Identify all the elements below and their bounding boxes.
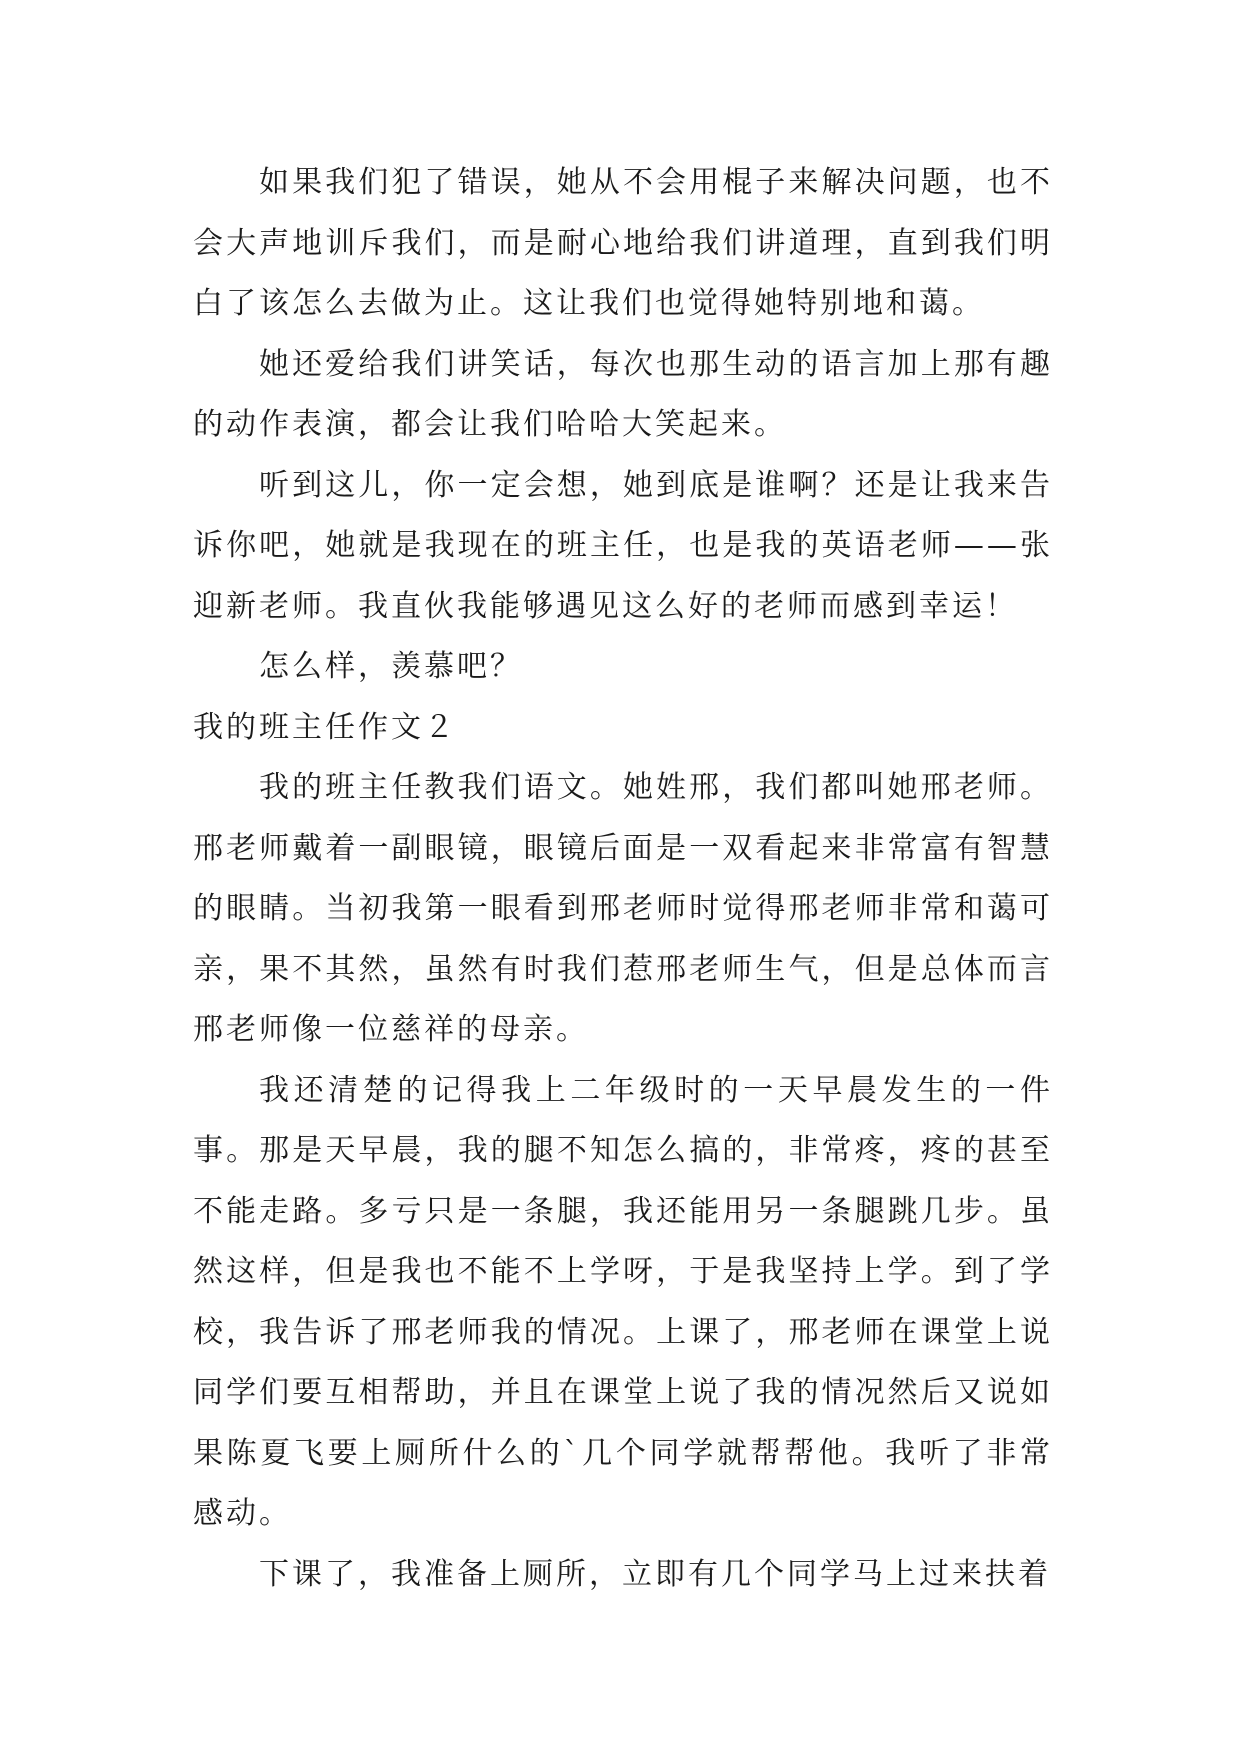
paragraph-7: 下课了，我准备上厕所，立即有几个同学马上过来扶着 bbox=[259, 1556, 1051, 1592]
paragraph-3: 听到这儿，你一定会想，她到底是谁啊？还是让我来告诉你吧，她就是我现在的班主任，也是我的英语老师——张迎新老师。我直伙我能够遇见这么好的老师而感到幸运！ bbox=[193, 467, 1053, 624]
paragraph-5: 我的班主任教我们语文。她姓邢，我们都叫她邢老师。邢老师戴着一副眼镜，眼镜后面是一双看起来非常富有智慧的眼睛。当初我第一眼看到邢老师时觉得邢老师非常和蔼可亲，果不其然，虽然有时我们惹邢老师生气，但是总体而言邢老师像一位慈祥的母亲。 bbox=[193, 770, 1053, 1047]
essay-heading: 我的班主任作文２ bbox=[193, 709, 457, 745]
paragraph-2: 她还爱给我们讲笑话，每次也那生动的语言加上那有趣的动作表演，都会让我们哈哈大笑起来。 bbox=[193, 346, 1053, 442]
document-body bbox=[193, 153, 1053, 1605]
paragraph-6: 我还清楚的记得我上二年级时的一天早晨发生的一件事。那是天早晨，我的腿不知怎么搞的，非常疼，疼的甚至不能走路。多亏只是一条腿，我还能用另一条腿跳几步。虽然这样，但是我也不能不上学呀，于是我坚持上学。到了学校，我告诉了邢老师我的情况。上课了，邢老师在课堂上说同学们要互相帮助，并且在课堂上说了我的情况然后又说如果陈夏飞要上厕所什么的`几个同学就帮帮他。我听了非常感动。 bbox=[193, 1072, 1053, 1531]
paragraph-4: 怎么样，羡慕吧？ bbox=[259, 649, 523, 684]
paragraph-1: 如果我们犯了错误，她从不会用棍子来解决问题，也不会大声地训斥我们，而是耐心地给我们讲道理，直到我们明白了该怎么去做为止。这让我们也觉得她特别地和蔼。 bbox=[193, 165, 1053, 321]
